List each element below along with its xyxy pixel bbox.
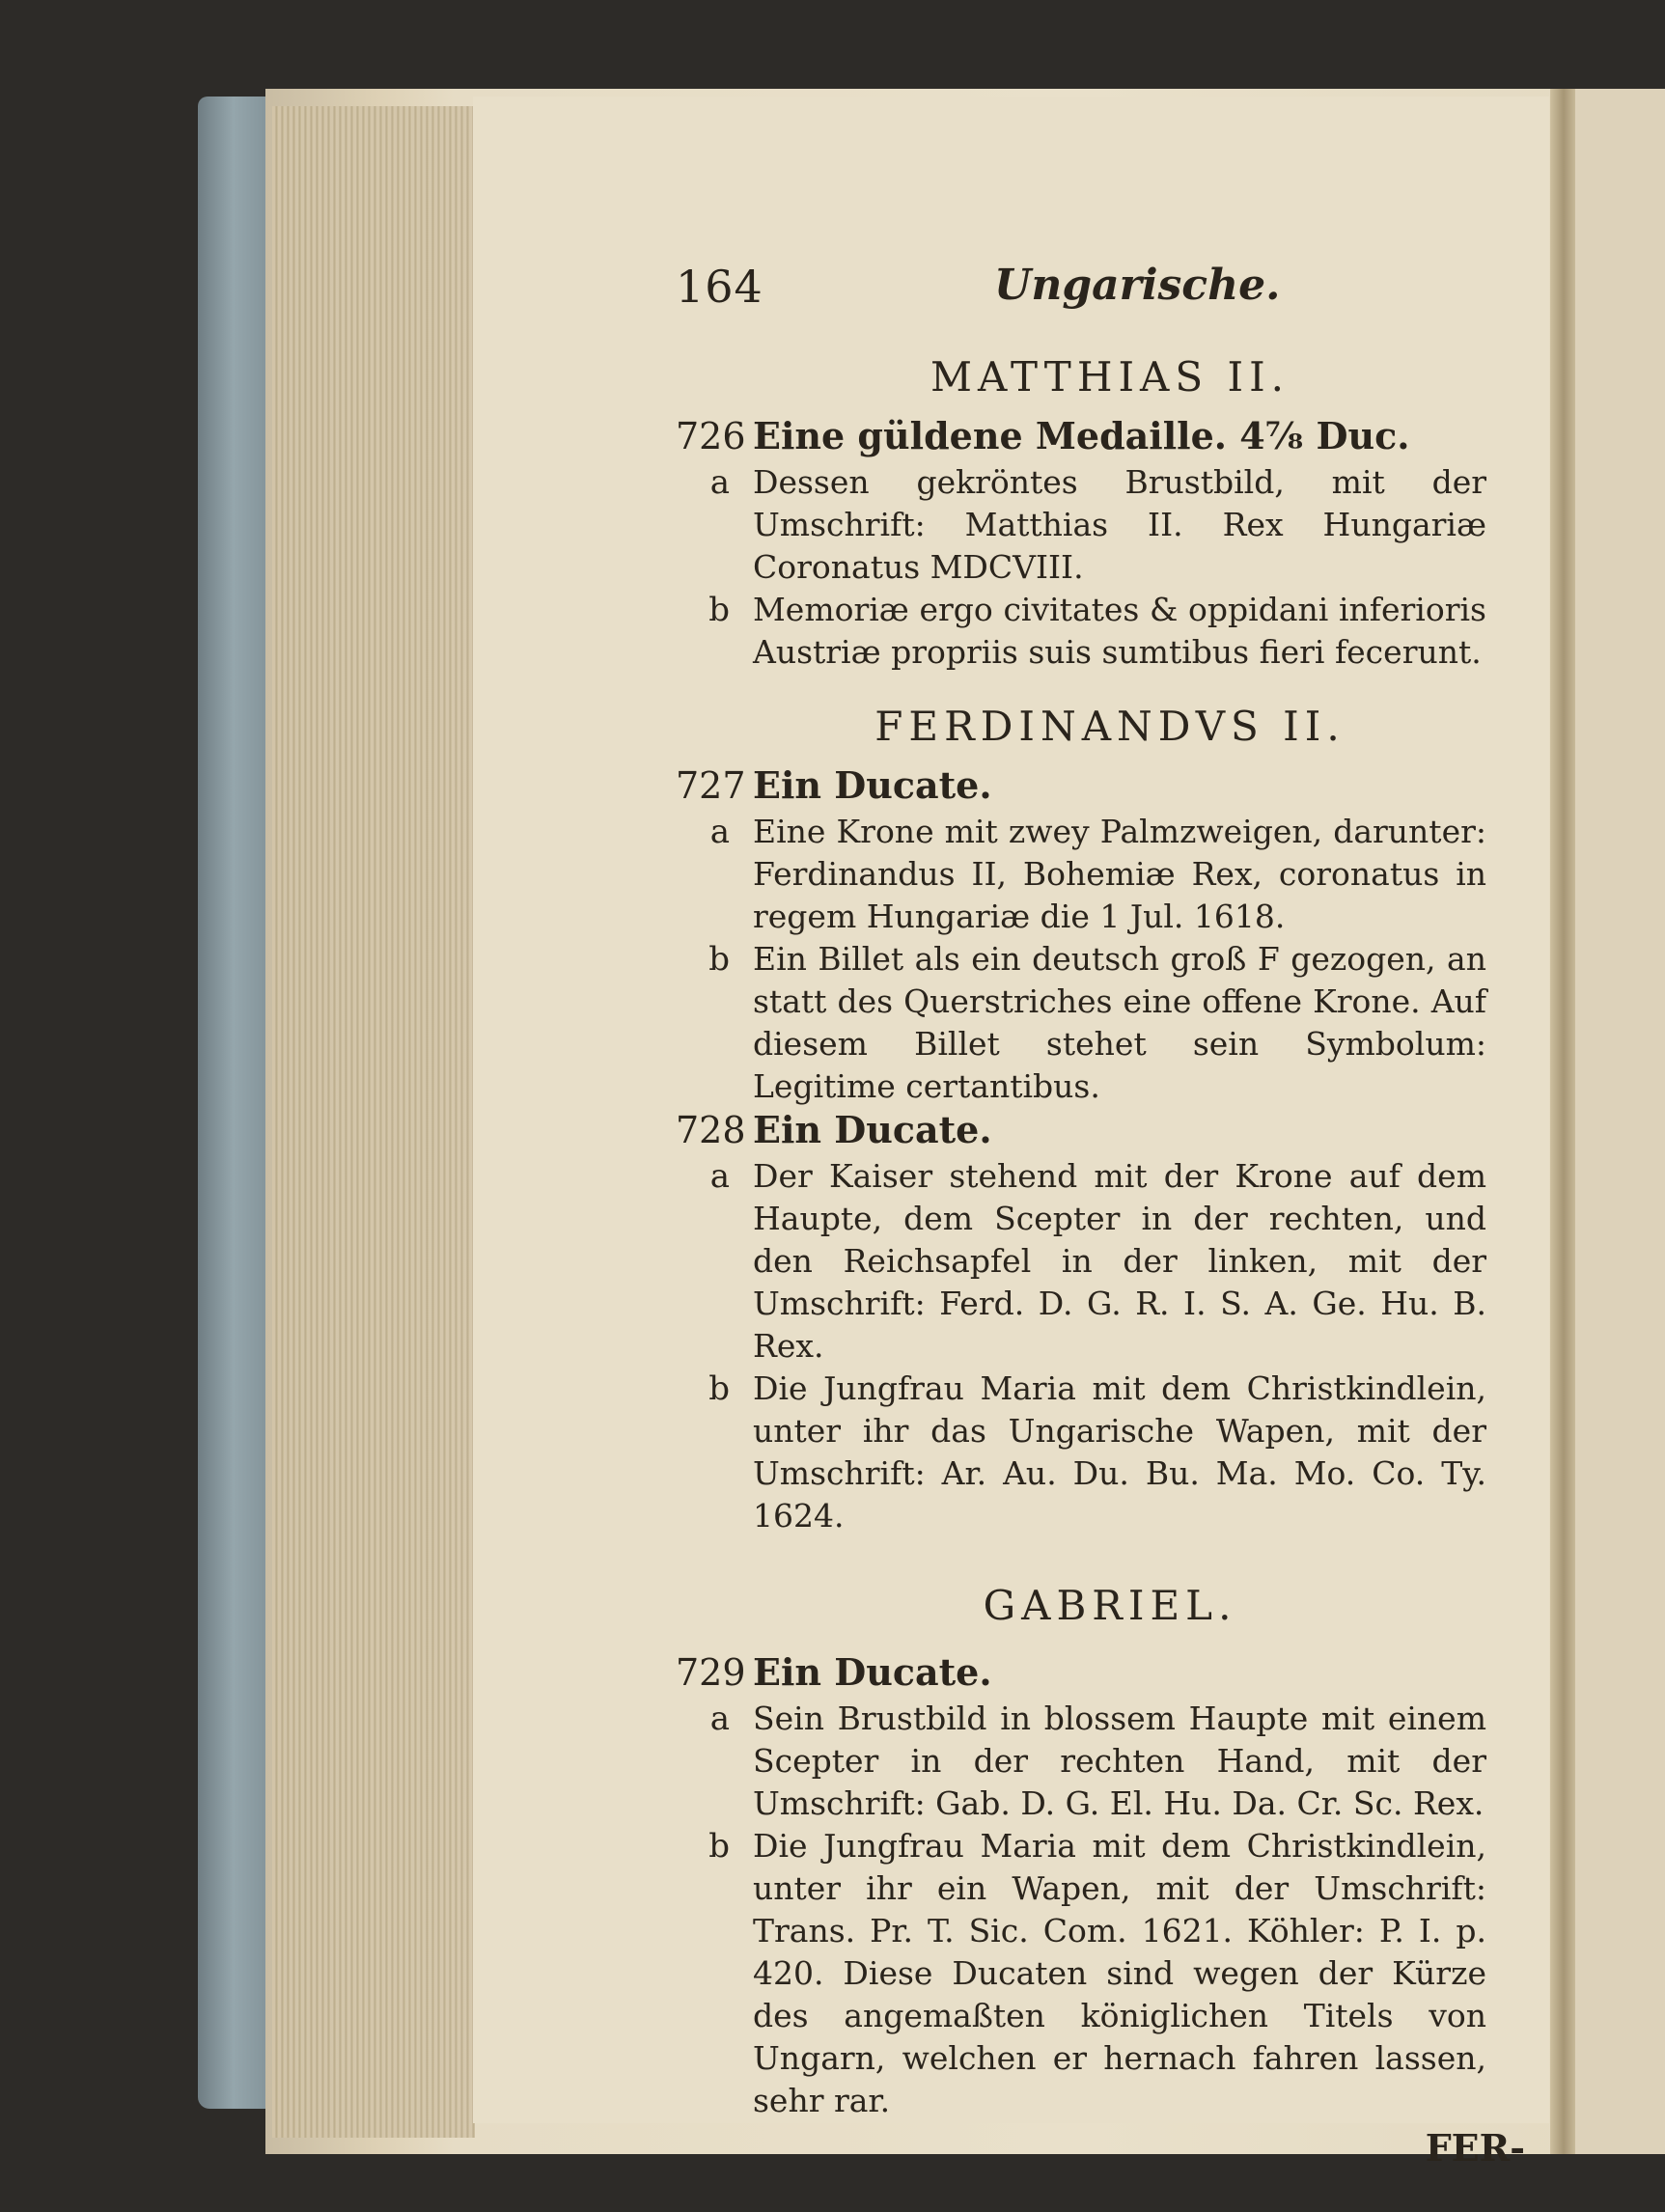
entry-number: 729 xyxy=(676,1651,746,1694)
entry-729 xyxy=(676,1650,1544,2122)
side-letter: b xyxy=(708,940,730,979)
running-head: Ungarische. xyxy=(994,261,1281,310)
entry-728 xyxy=(676,1108,1544,1537)
section-title-matthias: MATTHIAS II. xyxy=(930,353,1290,401)
entry-number: 727 xyxy=(676,764,746,807)
side-letter: a xyxy=(709,1157,730,1196)
side-letter: a xyxy=(709,1700,730,1738)
side-description: Ein Billet als ein deutsch groß F gezogen, an statt des Querstriches eine offene Krone. Auf diesem Billet stehet sein Symbolum: Legitime certantibus. xyxy=(753,940,1486,1105)
side-description: Eine Krone mit zwey Palmzweigen, darunter: Ferdinandus II, Bohemiæ Rex, coronatus in regem Hungariæ die 1 Jul. 1618. xyxy=(753,813,1486,935)
side-letter: b xyxy=(708,1827,730,1866)
entry-number: 726 xyxy=(676,415,746,457)
catchword: FER- xyxy=(1425,2126,1525,2170)
book-gutter xyxy=(1550,89,1577,2154)
entry-726 xyxy=(676,414,1544,674)
entry-number: 728 xyxy=(676,1109,746,1151)
side-description: Sein Brustbild in blossem Haupte mit einem Scepter in der rechten Hand, mit der Umschrift: Gab. D. G. El. Hu. Da. Cr. Sc. Rex. xyxy=(753,1700,1486,1822)
page-header xyxy=(676,261,1544,328)
side-description: Memoriæ ergo civitates & oppidani inferioris Austriæ propriis suis sumtibus fieri fecerunt. xyxy=(753,591,1486,671)
page-number: 164 xyxy=(676,261,763,313)
side-description: Der Kaiser stehend mit der Krone auf dem Haupte, dem Scepter in der rechten, und den Reichsapfel in der linken, mit der Umschrift: Ferd. D. G. R. I. S. A. Ge. Hu. B. Rex. xyxy=(753,1157,1486,1365)
facing-page-edge xyxy=(1575,89,1665,2154)
page-edges xyxy=(272,106,475,2138)
section-title-ferdinandus: FERDINANDVS II. xyxy=(874,703,1346,750)
entry-heading: Ein Ducate. xyxy=(753,763,992,807)
page-content xyxy=(676,261,1544,2180)
side-letter: b xyxy=(708,591,730,629)
side-letter: b xyxy=(708,1369,730,1408)
side-description: Die Jungfrau Maria mit dem Christkindlein, unter ihr ein Wapen, mit der Umschrift: Trans. Pr. T. Sic. Com. 1621. Köhler: P. I. p. 420. Diese Ducaten sind wegen der Kürze des angemaßten königlichen Titels von Ungarn, welchen er hernach fahren lassen, sehr rar. xyxy=(753,1827,1486,2119)
section-title-gabriel: GABRIEL. xyxy=(983,1582,1237,1629)
entry-heading: Ein Ducate. xyxy=(753,1650,992,1694)
entry-heading: Ein Ducate. xyxy=(753,1108,992,1151)
entry-727 xyxy=(676,763,1544,1108)
side-description: Die Jungfrau Maria mit dem Christkindlein, unter ihr das Ungarische Wapen, mit der Umschrift: Ar. Au. Du. Bu. Ma. Mo. Co. Ty. 1624. xyxy=(753,1369,1486,1535)
side-description: Dessen gekröntes Brustbild, mit der Umschrift: Matthias II. Rex Hungariæ Coronatus MDCVIII. xyxy=(753,463,1486,586)
side-letter: a xyxy=(709,813,730,851)
side-letter: a xyxy=(709,463,730,502)
entry-heading: Eine güldene Medaille. 4⁷⁄₈ Duc. xyxy=(753,414,1410,457)
